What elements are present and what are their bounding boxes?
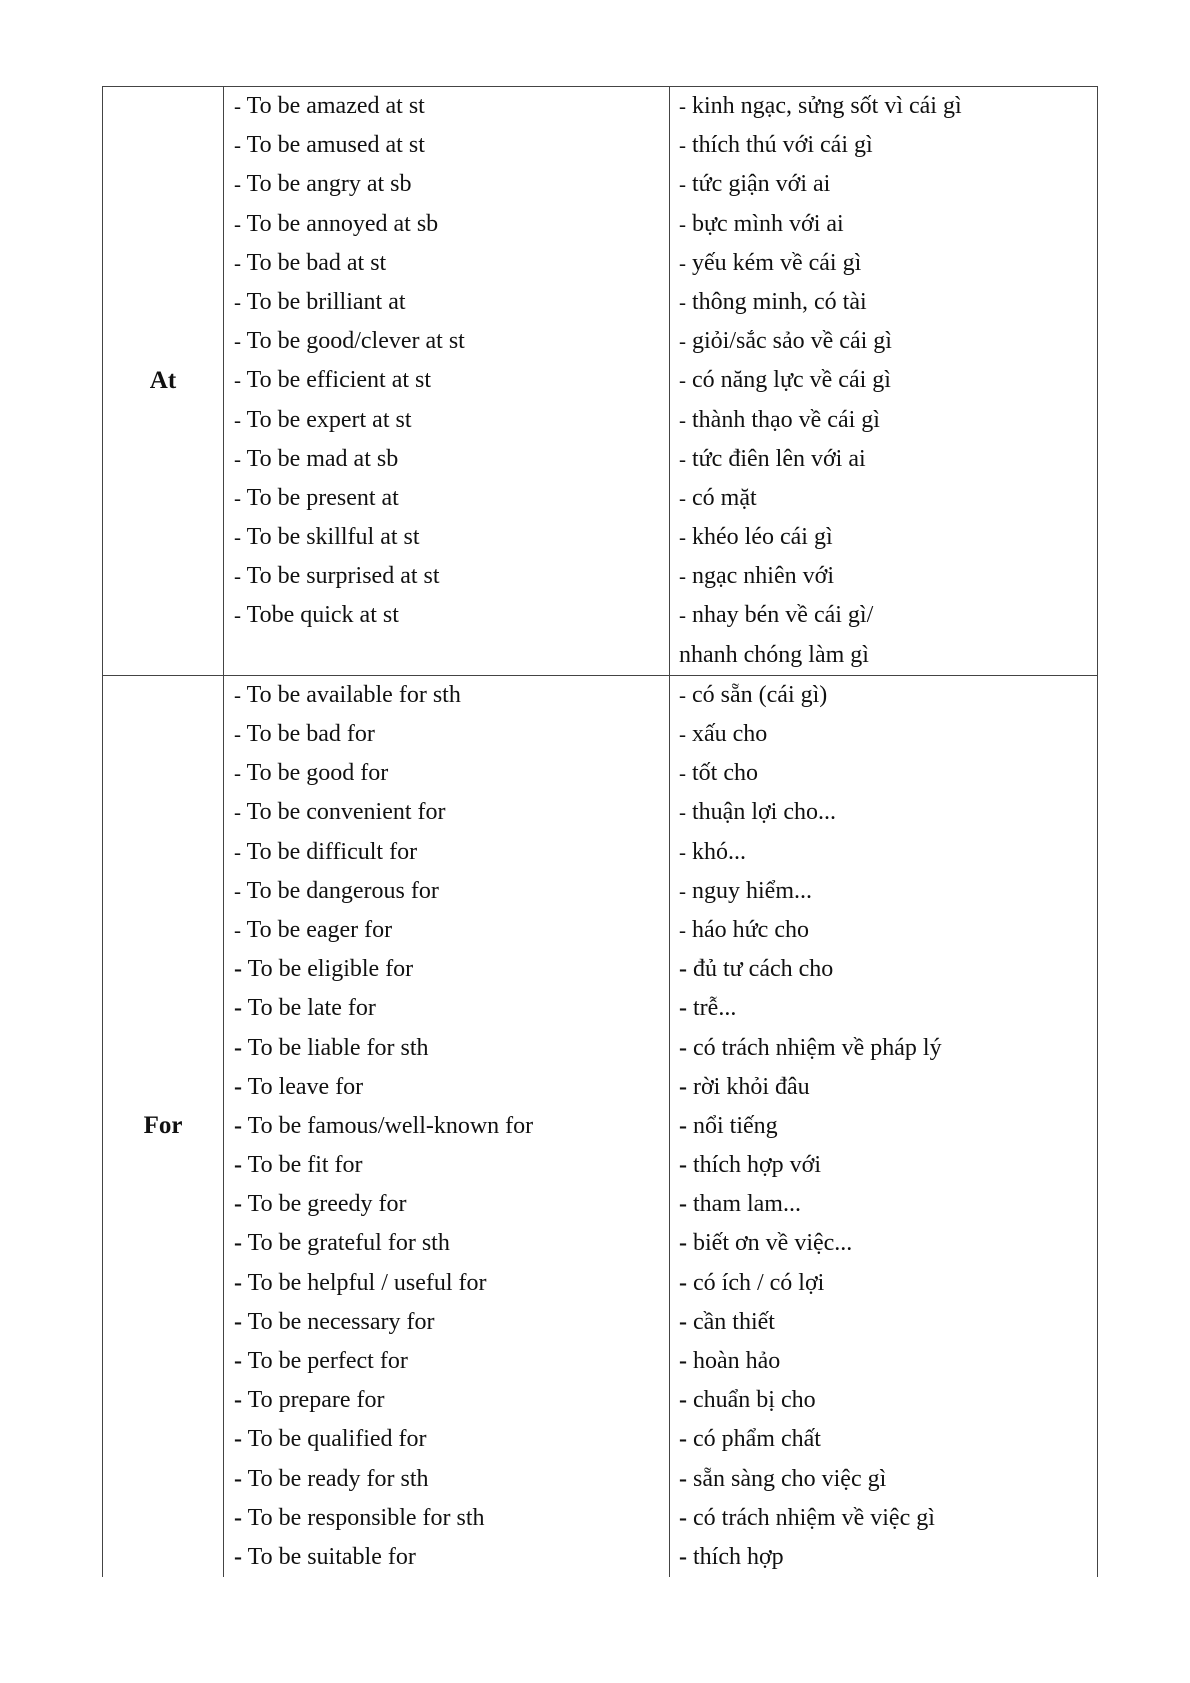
english-phrase-text: To be fit for	[247, 1152, 363, 1179]
list-dash: -	[234, 995, 242, 1022]
list-dash: -	[679, 1426, 687, 1453]
list-dash: -	[234, 1387, 242, 1414]
list-dash: -	[234, 1348, 242, 1374]
vietnamese-meaning-text: giỏi/sắc sảo về cái gì	[692, 328, 892, 355]
english-phrase	[234, 1499, 669, 1538]
list-dash: -	[679, 1230, 687, 1257]
vietnamese-meaning	[679, 1460, 1097, 1499]
list-dash: -	[679, 1465, 687, 1492]
list-dash: -	[234, 1230, 242, 1257]
vietnamese-meaning-text: xấu cho	[692, 721, 768, 747]
section-row-at	[103, 87, 1098, 676]
vietnamese-meaning-text: kinh ngạc, sửng sốt vì cái gì	[692, 93, 962, 119]
list-dash: -	[234, 1112, 242, 1139]
vietnamese-meaning-text: thích hợp	[693, 1543, 784, 1570]
list-dash: -	[234, 1073, 242, 1100]
list-dash: -	[234, 1152, 242, 1179]
vietnamese-meanings-cell	[670, 675, 1098, 1577]
english-phrase-text: To be annoyed at sb	[246, 210, 439, 237]
list-dash: -	[234, 1034, 242, 1061]
english-phrase	[234, 1342, 669, 1381]
vietnamese-meaning	[679, 361, 1097, 400]
english-phrase-text: To be convenient for	[246, 799, 446, 826]
vietnamese-meaning	[679, 793, 1097, 832]
english-phrase-text: To leave for	[247, 1073, 364, 1100]
vietnamese-meaning-text: thích thú với cái gì	[692, 132, 873, 159]
vietnamese-meaning	[679, 1499, 1097, 1538]
list-dash: -	[234, 329, 241, 354]
vietnamese-meaning-text: thuận lợi cho...	[692, 799, 836, 826]
vietnamese-meaning	[679, 715, 1097, 754]
english-phrase-text: To be helpful / useful for	[247, 1269, 487, 1296]
english-phrase	[234, 361, 669, 400]
english-phrase-text: To be ready for sth	[247, 1465, 429, 1492]
list-dash: -	[679, 446, 686, 471]
english-phrase-text: To be necessary for	[247, 1308, 435, 1335]
list-dash: -	[679, 1308, 687, 1335]
vietnamese-meaning-text: có trách nhiệm về việc gì	[693, 1504, 935, 1531]
english-phrase	[234, 833, 669, 872]
english-phrase-text: To be amazed at st	[246, 93, 425, 119]
list-dash: -	[234, 1191, 242, 1218]
list-dash: -	[679, 1543, 687, 1570]
english-phrase-text: To be eligible for	[247, 956, 414, 983]
vietnamese-meaning-text: bực mình với ai	[692, 210, 844, 237]
vietnamese-meaning-text: có sẵn (cái gì)	[692, 681, 828, 708]
english-phrase-text: To be difficult for	[246, 838, 418, 865]
list-dash: -	[234, 211, 241, 236]
list-dash: -	[679, 1073, 687, 1100]
english-phrase-text: To be suitable for	[247, 1543, 416, 1570]
vietnamese-meaning-text: rời khỏi đâu	[693, 1073, 810, 1100]
list-dash: -	[234, 603, 241, 628]
english-phrase	[234, 244, 669, 283]
vietnamese-meaning	[679, 676, 1097, 715]
english-phrase-text: To be skillful at st	[246, 524, 420, 551]
english-phrase-text: To be surprised at st	[246, 563, 440, 590]
english-phrase-text: To be qualified for	[247, 1426, 427, 1453]
preposition-cell: At	[103, 87, 224, 676]
english-phrase	[234, 205, 669, 244]
english-phrase-text: To be present at	[246, 484, 399, 511]
vietnamese-meaning	[679, 126, 1097, 165]
vietnamese-meaning	[679, 479, 1097, 518]
blank-line	[234, 636, 669, 675]
vietnamese-meaning-text: đủ tư cách cho	[693, 956, 834, 983]
vietnamese-meaning	[679, 283, 1097, 322]
vietnamese-meaning-continuation: nhanh chóng làm gì	[679, 641, 869, 668]
vietnamese-meaning	[679, 1107, 1097, 1146]
english-phrase	[234, 596, 669, 635]
english-phrases-cell	[224, 87, 670, 676]
list-dash: -	[679, 407, 686, 432]
list-dash: -	[679, 1504, 687, 1531]
english-phrase-text: To be grateful for sth	[247, 1230, 450, 1257]
english-phrases-cell	[224, 675, 670, 1577]
vietnamese-meaning	[679, 754, 1097, 793]
list-dash: -	[679, 1112, 687, 1139]
list-dash: -	[234, 761, 241, 786]
vietnamese-meaning	[679, 557, 1097, 596]
english-phrase-text: To be mad at sb	[246, 445, 399, 472]
vietnamese-meaning-text: thông minh, có tài	[692, 288, 867, 315]
list-dash: -	[679, 289, 686, 314]
list-dash: -	[679, 1269, 687, 1296]
vietnamese-meaning-text: hoàn hảo	[693, 1348, 781, 1374]
english-phrase-text: To be brilliant at	[246, 288, 406, 315]
list-dash: -	[234, 1504, 242, 1531]
vietnamese-meaning-text: có ích / có lợi	[693, 1269, 825, 1296]
vietnamese-meaning-text: nổi tiếng	[693, 1112, 778, 1139]
english-phrase-text: Tobe quick at st	[246, 602, 399, 629]
english-phrase-text: To prepare for	[247, 1387, 385, 1414]
english-phrase	[234, 440, 669, 479]
vietnamese-meaning-text: khéo léo cái gì	[692, 524, 833, 551]
list-dash: -	[234, 94, 241, 118]
list-dash: -	[234, 172, 241, 197]
english-phrase-text: To be greedy for	[247, 1191, 407, 1218]
english-phrase-text: To be good/clever at st	[246, 328, 465, 355]
list-dash: -	[234, 839, 241, 864]
vietnamese-meaning	[679, 950, 1097, 989]
preposition-cell: For	[103, 675, 224, 1577]
vietnamese-meaning-text: háo hức cho	[692, 916, 809, 943]
vietnamese-meaning	[679, 1303, 1097, 1342]
english-phrase	[234, 872, 669, 911]
english-phrase-text: To be efficient at st	[246, 367, 432, 394]
vietnamese-meaning	[679, 440, 1097, 479]
vietnamese-meaning-text: có mặt	[692, 484, 757, 511]
list-dash: -	[679, 1387, 687, 1414]
list-dash: -	[234, 722, 241, 746]
english-phrase	[234, 950, 669, 989]
list-dash: -	[234, 289, 241, 314]
list-dash: -	[679, 525, 686, 550]
list-dash: -	[679, 1152, 687, 1179]
vietnamese-meaning	[679, 165, 1097, 204]
list-dash: -	[679, 995, 687, 1022]
vietnamese-meaning-text: có trách nhiệm về pháp lý	[693, 1034, 942, 1061]
list-dash: -	[679, 761, 686, 786]
list-dash: -	[679, 564, 686, 589]
list-dash: -	[234, 250, 241, 275]
english-phrase	[234, 557, 669, 596]
list-dash: -	[234, 1269, 242, 1296]
list-dash: -	[679, 1348, 687, 1374]
english-phrase	[234, 1460, 669, 1499]
vietnamese-meaning-text: thích hợp với	[693, 1152, 822, 1179]
list-dash: -	[234, 485, 241, 510]
english-phrase	[234, 715, 669, 754]
vietnamese-meaning-text: cần thiết	[693, 1308, 775, 1335]
vietnamese-meaning-text: khó...	[692, 838, 746, 865]
vocabulary-table	[102, 86, 1098, 1577]
english-phrase-text: To be bad for	[246, 721, 375, 747]
vietnamese-meaning	[679, 244, 1097, 283]
list-dash: -	[679, 722, 686, 746]
english-phrase	[234, 1029, 669, 1068]
vietnamese-meaning-text: thành thạo về cái gì	[692, 406, 880, 433]
english-phrase	[234, 1224, 669, 1263]
vietnamese-meaning	[679, 596, 1097, 635]
list-dash: -	[679, 250, 686, 275]
list-dash: -	[234, 525, 241, 550]
english-phrase	[234, 1146, 669, 1185]
english-phrase	[234, 1068, 669, 1107]
list-dash: -	[679, 800, 686, 825]
vietnamese-meaning-text: có phẩm chất	[693, 1426, 821, 1453]
english-phrase	[234, 793, 669, 832]
english-phrase	[234, 1303, 669, 1342]
vietnamese-meaning	[679, 1146, 1097, 1185]
english-phrase	[234, 518, 669, 557]
english-phrase-text: To be bad at st	[246, 249, 387, 276]
english-phrase-text: To be perfect for	[247, 1348, 408, 1374]
list-dash: -	[679, 682, 686, 707]
vietnamese-meaning	[679, 1264, 1097, 1303]
vietnamese-meaning	[679, 1029, 1097, 1068]
list-dash: -	[679, 603, 686, 628]
english-phrase-text: To be famous/well-known for	[247, 1112, 534, 1139]
vietnamese-meaning-text: biết ơn về việc...	[693, 1230, 853, 1257]
list-dash: -	[679, 172, 686, 197]
vietnamese-meaning-text: nhay bén về cái gì/	[692, 602, 874, 629]
vietnamese-meaning-text: ngạc nhiên với	[692, 563, 834, 590]
vietnamese-meaning-text: chuẩn bị cho	[693, 1387, 816, 1414]
vietnamese-meaning	[679, 1342, 1097, 1381]
vietnamese-meaning-text: tức điên lên với ai	[692, 445, 866, 472]
english-phrase-text: To be amused at st	[246, 132, 425, 159]
vietnamese-meaning	[679, 833, 1097, 872]
english-phrase-text: To be expert at st	[246, 406, 412, 433]
vietnamese-meaning	[679, 1420, 1097, 1459]
list-dash: -	[234, 682, 241, 707]
english-phrase	[234, 911, 669, 950]
list-dash: -	[679, 917, 686, 942]
list-dash: -	[234, 1426, 242, 1453]
vietnamese-meaning-text: tốt cho	[692, 760, 758, 787]
english-phrase	[234, 676, 669, 715]
list-dash: -	[679, 485, 686, 510]
english-phrase	[234, 989, 669, 1028]
english-phrase-text: To be available for sth	[246, 681, 461, 708]
list-dash: -	[679, 94, 686, 118]
list-dash: -	[679, 839, 686, 864]
english-phrase	[234, 1107, 669, 1146]
english-phrase	[234, 479, 669, 518]
vietnamese-meanings-cell	[670, 87, 1098, 676]
english-phrase	[234, 1420, 669, 1459]
list-dash: -	[234, 956, 242, 983]
vietnamese-meaning-text: tham lam...	[693, 1191, 801, 1218]
english-phrase	[234, 322, 669, 361]
english-phrase	[234, 283, 669, 322]
vietnamese-meaning	[679, 911, 1097, 950]
english-phrase-text: To be late for	[247, 995, 376, 1022]
english-phrase	[234, 126, 669, 165]
vietnamese-meaning-text: sẵn sàng cho việc gì	[693, 1465, 887, 1492]
vietnamese-meaning	[679, 1381, 1097, 1420]
list-dash: -	[234, 407, 241, 432]
list-dash: -	[234, 800, 241, 825]
english-phrase	[234, 1264, 669, 1303]
list-dash: -	[679, 368, 686, 393]
vietnamese-meaning	[679, 1224, 1097, 1263]
vietnamese-meaning	[679, 518, 1097, 557]
list-dash: -	[679, 1191, 687, 1218]
english-phrase	[234, 165, 669, 204]
english-phrase	[234, 1538, 669, 1577]
english-phrase-text: To be good for	[246, 760, 389, 787]
list-dash: -	[234, 133, 241, 158]
list-dash: -	[234, 917, 241, 942]
vietnamese-meaning	[679, 401, 1097, 440]
section-row-for	[103, 675, 1098, 1577]
vietnamese-meaning	[679, 989, 1097, 1028]
list-dash: -	[679, 211, 686, 236]
vietnamese-meaning	[679, 872, 1097, 911]
english-phrase	[234, 401, 669, 440]
vietnamese-meaning	[679, 87, 1097, 126]
list-dash: -	[234, 1308, 242, 1335]
vietnamese-meaning-text: yếu kém về cái gì	[692, 249, 862, 276]
english-phrase-text: To be responsible for sth	[247, 1504, 485, 1531]
english-phrase-text: To be liable for sth	[247, 1034, 429, 1061]
list-dash: -	[234, 878, 241, 903]
english-phrase-text: To be dangerous for	[246, 877, 439, 904]
english-phrase	[234, 754, 669, 793]
vietnamese-meaning-text: nguy hiểm...	[692, 877, 812, 904]
list-dash: -	[679, 1034, 687, 1061]
vietnamese-meaning	[679, 205, 1097, 244]
list-dash: -	[679, 878, 686, 903]
vietnamese-meaning	[679, 1068, 1097, 1107]
list-dash: -	[679, 956, 687, 983]
vietnamese-meaning-text: có năng lực về cái gì	[692, 367, 891, 394]
list-dash: -	[679, 329, 686, 354]
vietnamese-meaning-text: trễ...	[693, 995, 737, 1022]
english-phrase	[234, 87, 669, 126]
vietnamese-meaning	[679, 1538, 1097, 1577]
english-phrase-text: To be angry at sb	[246, 171, 412, 198]
vietnamese-meaning	[679, 1185, 1097, 1224]
list-dash: -	[679, 133, 686, 158]
list-dash: -	[234, 368, 241, 393]
list-dash: -	[234, 564, 241, 589]
list-dash: -	[234, 1465, 242, 1492]
english-phrase	[234, 1381, 669, 1420]
vietnamese-meaning	[679, 322, 1097, 361]
list-dash: -	[234, 1543, 242, 1570]
vietnamese-meaning-text: tức giận với ai	[692, 171, 831, 198]
english-phrase	[234, 1185, 669, 1224]
list-dash: -	[234, 446, 241, 471]
english-phrase-text: To be eager for	[246, 916, 393, 943]
